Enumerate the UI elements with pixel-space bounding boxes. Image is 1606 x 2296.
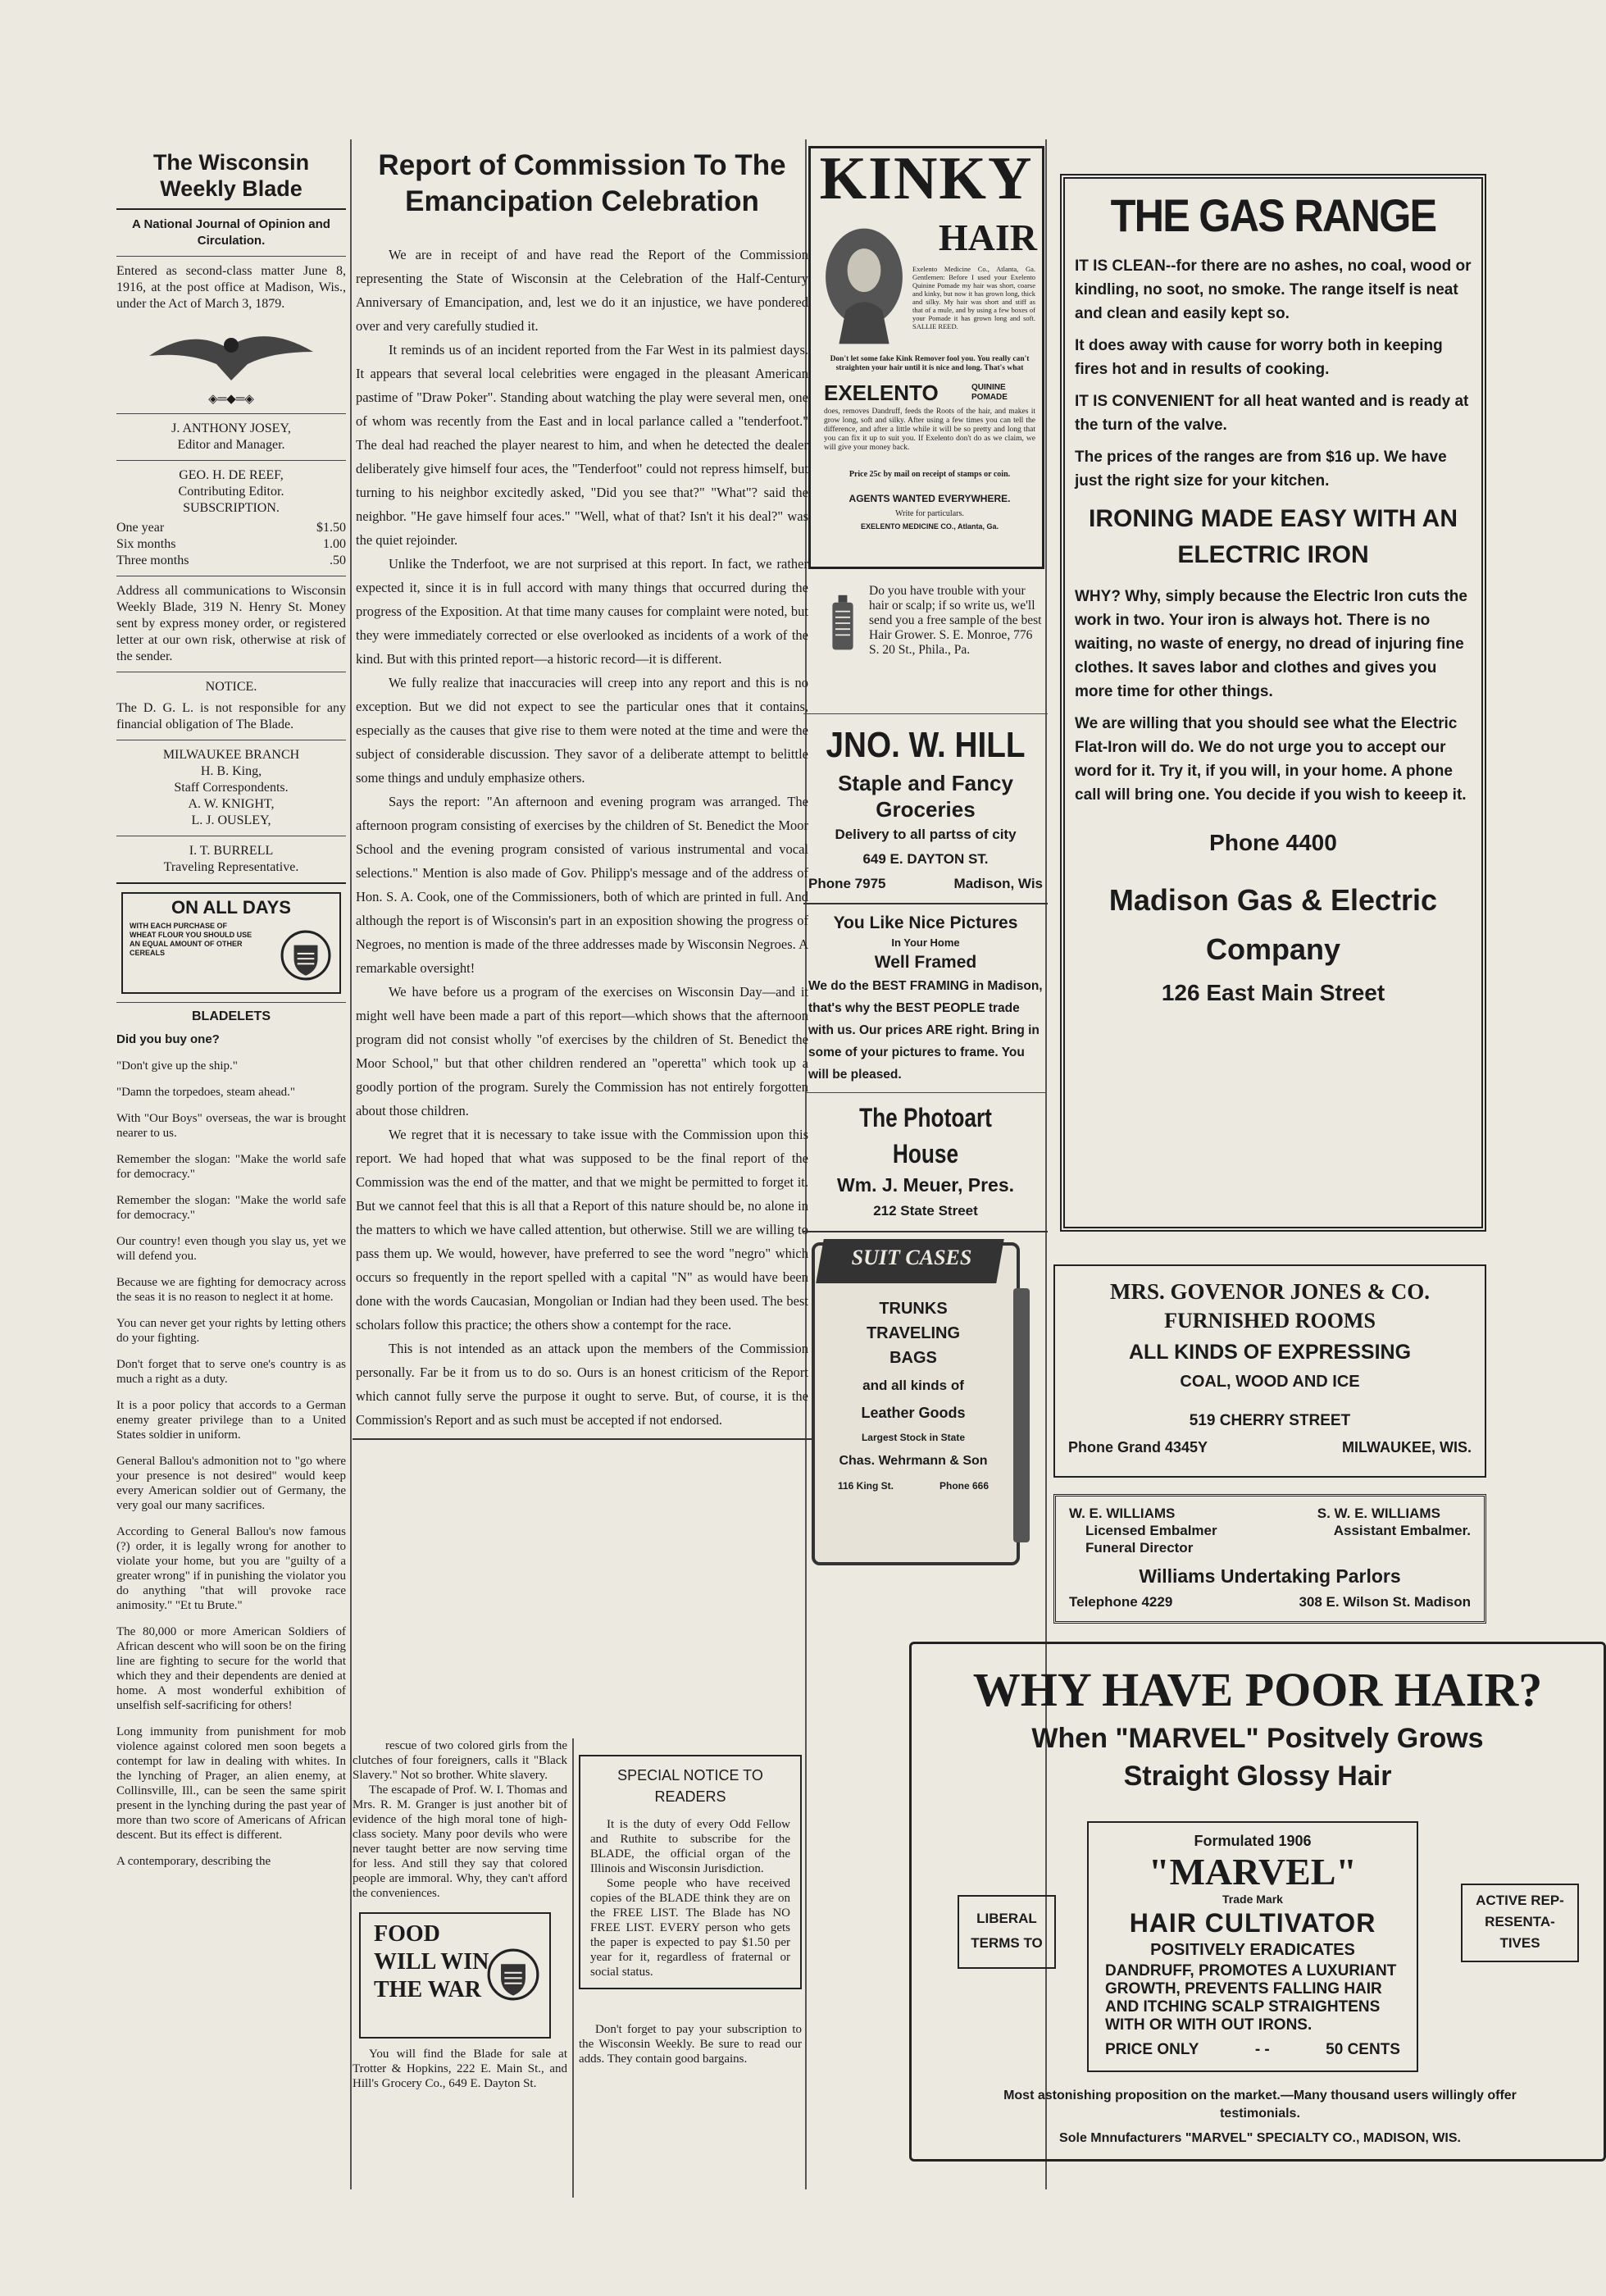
list-item: You can never get your rights by letting others do your fighting. (116, 1317, 346, 1345)
article-paragraph: Unlike the Tnderfoot, we are not surprised at this report. In fact, we rather expected it, since it is in full accord with many things that occurred during the progress of the Exposition. At that time many causes for complaint were noted, but they were immediately corrected or else overlooked as incidents of a work of the kind. But with this printed report—a historic record—it is different. (356, 556, 808, 667)
gas-paragraph: IT IS CONVENIENT for all heat wanted and is ready at the turn of the valve. (1075, 393, 1469, 434)
williams-contact: Telephone 4229 308 E. Wilson St. Madison (1069, 1594, 1471, 1610)
article-paragraph: Says the report: "An afternoon and evening program was arranged. The afternoon program consisting of exercises by the children of St. Benedict the Moor School and the evening program consisted of various instrumental and vocal selections." Mention is also made of Gov. Philipp's message and of the address of Hon. S. A. Cook, one of the Commissioners, both of which are printed in full. And although the report is of Wisconsin's part in an exposition showing the progress of Negroes, no mention is made of the three addresses made by Wisconsin Negroes. A remarkable oversight! (356, 794, 808, 976)
article-paragraph: We fully realize that inaccuracies will creep into any report and this is no exception. But we did not expect to see the particular ones that it contains, especially as the causes that give rise to them were noted at the time and were the subject of considerable discussion. They savor of a deliberate attempt to belittle some things and unduly emphasize others. (356, 675, 808, 786)
newspaper-page (107, 139, 1564, 2189)
list-item: Long immunity from punishment for mob violence against colored men soon begets a contempt for law in dealing with whites. In the lynching of Prager, an alien enemy, at Collinsville, Ill., can be seen the same spirit present in the lynching during the past year of more than two score of Americans of African descent. But its effect is different. (116, 1725, 346, 1842)
list-item: Our country! even though you slay us, yet we will defend you. (116, 1235, 346, 1263)
entered-notice: Entered as second-class matter June 8, 1916, at the post office at Madison, Wis., under the Act of March 3, 1879. (116, 264, 346, 311)
gas-phone: Phone 4400 (1209, 830, 1337, 855)
exelento-company: EXELENTO MEDICINE CO., Atlanta, Ga. (860, 522, 999, 531)
subscription-table (116, 520, 346, 569)
suitcase-label: SUIT CASES (851, 1246, 972, 1269)
article-paragraph: It reminds us of an incident reported from the Far West in its palmiest days. It appears that several local celebrities were engaged in the pleasant American pastime of "Draw Poker". Standing about watching the play were several men, one of whom was recently from the East and in local parlance called a "tenderfoot." The deal had reached the player nearest to him, and when he detected the dealer deliberately give himself four aces, the "Tenderfoot" could not repress himself, but turning to his neighbor excitedly asked, "Did you see that?" "What"? said the neighbor. "He gave himself four aces." "Well, what of that? Isn't it his deal?" was the quiet rejoinder. (356, 342, 808, 548)
editorial-column (353, 139, 812, 2090)
bottom-right-column (579, 1755, 802, 2066)
column-rule (572, 1738, 574, 2198)
exelento-title: EXELENTO (824, 380, 939, 405)
list-item: Did you buy one? (116, 1032, 220, 1046)
list-item: General Ballou's admonition not to "go where your presence is not desired" would keep every American soldier out of Germany, the very goal our many sacrifices. (116, 1455, 346, 1512)
short-items (353, 1738, 567, 1901)
food-slogan: FOOD WILL WIN THE WAR (374, 1921, 489, 2002)
hill-line: 649 E. DAYTON ST. (862, 851, 989, 867)
shield-icon (487, 1948, 539, 2001)
article-paragraph: We have before us a program of the exercises on Wisconsin Day—and it might well have been made a part of this report—which shows that the afternoon program did not consist wholly "of exercises by the children of St. Benedict the Moor School," but that other children rendered an "operetta" which took up a goodly portion of the program. Surely the Commission has not entirely forgotten about those children. (356, 984, 808, 1118)
column-rule (350, 139, 352, 2189)
article-body (353, 243, 812, 1432)
marvel-product-box: Formulated 1906 "MARVEL" Trade Mark HAIR CULTIVATOR POSITIVELY ERADICATES DANDRUFF, PROMOTES A LUXURIANT GROWTH, PREVENTS FALLING HAIR AND ITCHING SCALP STRAIGHTENS WITH OR WITH OUT IRONS. PRICE ONLY - - 50 CENTS (1087, 1821, 1418, 2072)
on-all-days-text: WITH EACH PURCHASE OF WHEAT FLOUR YOU SHOULD USE AN EQUAL AMOUNT OF OTHER CEREALS (130, 922, 253, 957)
gas-title: THE GAS RANGE (1110, 189, 1436, 241)
iron-paragraph: We are willing that you should see what the Electric Flat-Iron will do. We do not urge you to accept our word for it. Try it, if you will, in your home. A phone call will bring one. You decide if you wish to keeep it. (1075, 715, 1467, 804)
marvel-ad (909, 1642, 1606, 2162)
photoart-pres: Wm. J. Meuer, Pres. (836, 1174, 1015, 1196)
eagle-icon (141, 319, 321, 385)
mge-name: Madison Gas & Electric (1108, 883, 1438, 917)
marvel-sub: Straight Glossy Hair (1123, 1761, 1392, 1792)
photoart-ad (803, 911, 1048, 1224)
list-item: The escapade of Prof. W. I. Thomas and Mrs. R. M. Granger is just another bit of evidence of the high moral tone of high-class society. Many poor devils who were never taught better are now serving time for less. And still they say that colored people are immoral. Why, they can't afford the conveniences. (353, 1784, 567, 1900)
burrell-role: Traveling Representative. (163, 860, 299, 874)
list-item: Remember the slogan: "Make the world safe for democracy." (116, 1194, 346, 1222)
marvel-price: PRICE ONLY - - 50 CENTS (1105, 2041, 1400, 2058)
active-reps-box: ACTIVE REP- RESENTA- TIVES (1461, 1884, 1579, 1962)
pictures-body: We do the BEST FRAMING in Madison, that's why the BEST PEOPLE trade with us. Our prices ARE right. Bring in some of your pictures to frame. You will be pleased. (808, 979, 1043, 1082)
list-item: With "Our Boys" overseas, the war is brought nearer to us. (116, 1112, 346, 1140)
list-item: "Don't give up the ship." (116, 1059, 238, 1073)
hill-contact: Phone 7975 Madison, Wis (808, 876, 1043, 891)
ornament-icon: ◈═◆═◈ (208, 393, 254, 406)
bottom-left-column (353, 1738, 567, 2091)
jones-line: FURNISHED ROOMS (1164, 1309, 1376, 1332)
ads-column-narrow (803, 139, 1048, 1567)
list-item: It is a poor policy that accords to a German enemy greater privilege than to a United States soldier in uniform. (116, 1399, 346, 1442)
shield-icon (280, 930, 331, 981)
article-paragraph: This is not intended as an attack upon the members of the Commission personally. Far be it from us to do so. Ours is an honest criticism of the Report which cannot fully serve the purpose it ought to serve. But, of course, it is the Commission's Report and as such must be accepted if not endorsed. (356, 1341, 808, 1428)
contrib-role: Contributing Editor. (178, 485, 284, 499)
jones-title: MRS. GOVENOR JONES & CO. (1109, 1279, 1431, 1304)
special-notice-body (590, 1817, 790, 1979)
dont-forget-block (579, 2022, 802, 2066)
pictures-sub: In Your Home (891, 936, 960, 949)
list-item: According to General Ballou's now famous (?) order, it is legally wrong for another to violate your home, but you are "guilty of a greater wrong" if in punishing the violator you do anything "that will provoke race animosity." "Et tu Brute." (116, 1525, 346, 1612)
masthead-subtitle: A National Journal of Opinion and Circulation. (132, 217, 330, 248)
correspondent: L. J. OUSLEY, (191, 813, 271, 827)
masthead-column (116, 139, 346, 1880)
kinky-hair-ad (808, 146, 1044, 569)
notice-head: NOTICE. (205, 680, 257, 694)
burrell-name: I. T. BURRELL (189, 844, 274, 858)
correspondent: A. W. KNIGHT, (188, 797, 275, 811)
kinky-title: KINKY (819, 145, 1034, 212)
list-item: "Damn the torpedoes, steam ahead." (116, 1086, 296, 1099)
hill-line: Staple and Fancy (838, 771, 1013, 795)
notice-paragraph: Some people who have received copies of the BLADE think they are on the FREE LIST. The Blade has NO FREE LIST. EVERY person who gets the paper is expected to pay $1.50 per year for it, regardless of fraternal or social status. (590, 1877, 790, 1979)
agents-wanted: AGENTS WANTED EVERYWHERE. (848, 493, 1011, 504)
quinine-label: QUININE POMADE (971, 383, 1008, 402)
exelento-body: does, removes Dandruff, feeds the Roots of the hair, and makes it grow long, soft and silky. After using a few times you can tell the difference, and after a little while it will be so pretty and long that you can fix it up to suit you. If Exelento don't do as we claim, we will give your money back. (824, 408, 1035, 452)
williams-names: W. E. WILLIAMS Licensed Embalmer Funeral Director S. W. E. WILLIAMS Assistant Embalmer. (1069, 1506, 1471, 1556)
iron-title: IRONING MADE EASY WITH AN ELECTRIC IRON (1088, 505, 1458, 568)
address-notice: Address all communications to Wisconsin Weekly Blade, 319 N. Henry St. Money sent by express money order, or registered letter at our own risk, otherwise at risk of the sender. (116, 584, 346, 663)
list-item: Don't forget that to serve one's country is as much a right as a duty. (116, 1358, 346, 1386)
milwaukee-staff: Staff Correspondents. (174, 781, 289, 795)
marvel-body: DANDRUFF, PROMOTES A LUXURIANT GROWTH, PREVENTS FALLING HAIR AND ITCHING SCALP STRAIGHTENS WITH OR WITH OUT IRONS. (1105, 1962, 1397, 2034)
food-will-win-ad (359, 1912, 551, 2039)
write-particulars: Write for particulars. (895, 509, 964, 518)
contrib-name: GEO. H. DE REEF, (179, 468, 284, 482)
list-item: rescue of two colored girls from the clutches of four foreigners, calls it "Black Slavery." Not so brother. White slavery. (353, 1739, 567, 1782)
mge-company: Company (1205, 932, 1341, 966)
sale-note-block (353, 2047, 567, 2091)
dont-forget-note: Don't forget to pay your subscription to the Wisconsin Weekly. Be sure to read our adds. They contain good bargains. (579, 2023, 802, 2066)
kinky-testimonial: Exelento Medicine Co., Atlanta, Ga. Gentlemen: Before I used your Exelento Quinine Pomade my hair was short, coarse and kinky, but now it has grown long, thick and silky. My hair was short and stiff as that of a mule, and by using a few boxes of your Pomade it has grown long and soft. SALLIE REED. (912, 265, 1035, 330)
exelento-price: Price 25c by mail on receipt of stamps or coin. (848, 470, 1011, 479)
marvel-title: WHY HAVE POOR HAIR? (972, 1663, 1543, 1716)
list-item: The 80,000 or more American Soldiers of African descent who will soon be on the firing line are fighting to secure for the world that which they and their dependents are denied at home. A most wonderful exhibition of unselfish self-sacrificing for others! (116, 1625, 346, 1712)
gas-paragraph: It does away with cause for worry both in keeping fires hot and in results of cooking. (1075, 337, 1443, 378)
hill-name: JNO. W. HILL (826, 725, 1026, 765)
iron-paragraph: WHY? Why, simply because the Electric Iron cuts the work in two. Your iron is always hot. There is no waiting, no waste of energy, no dread of injuring fine clothes. It saves labor and clothes and gives you more time for other things. (1075, 588, 1467, 700)
gas-paragraph: IT IS CLEAN--for there are no ashes, no coal, wood or kindling, no soot, no smoke. The range itself is neat and clean and easily kept so. (1075, 257, 1472, 322)
editor-role: Editor and Manager. (177, 438, 285, 452)
photoart-name: The Photoart House (859, 1103, 992, 1168)
mge-address: 126 East Main Street (1161, 980, 1385, 1005)
hair-grower-text: Do you have trouble with your hair or scalp; if so write us, we'll send you a free sample of the best Hair Grower. S. E. Monroe, 776 S. 20 St., Phila., Pa. (869, 584, 1042, 657)
marvel-testimonial: Most astonishing proposition on the market.—Many thousand users willingly offer testimonials. (1003, 2089, 1517, 2121)
jones-line: COAL, WOOD AND ICE (1180, 1373, 1360, 1391)
gas-paragraph: The prices of the ranges are from $16 up. We have just the right size for your kitchen. (1075, 449, 1447, 490)
jones-ad (1053, 1264, 1486, 1478)
subscription-row: One year $1.50 (116, 521, 346, 535)
pictures-head: You Like Nice Pictures (833, 913, 1018, 932)
subscription-row: Six months 1.00 (116, 537, 346, 551)
hair-grower-ad (803, 584, 1048, 707)
bladelets-head: BLADELETS (192, 1009, 271, 1023)
photoart-address: 212 State Street (873, 1203, 978, 1219)
portrait-icon (822, 224, 906, 347)
williams-title: Williams Undertaking Parlors (1139, 1565, 1401, 1587)
milwaukee-head: MILWAUKEE BRANCH (162, 748, 300, 762)
liberal-terms-box: LIBERAL TERMS TO (958, 1895, 1056, 1969)
bladelets-list (116, 1032, 346, 1869)
bottle-icon (828, 592, 858, 654)
hill-line: Delivery to all partss of city (835, 827, 1017, 842)
suitcase-side (1013, 1288, 1030, 1542)
editor-name: J. ANTHONY JOSEY, (171, 421, 291, 435)
article-paragraph: We are in receipt of and have read the Report of the Commission representing the State of Wisconsin at the Celebration of the Half-Century Anniversary of Emancipation, and, lest we do it an injustice, we have pondered over and very carefully studied it. (356, 247, 808, 334)
hill-grocery-ad (803, 721, 1048, 896)
pictures-head2: Well Framed (874, 953, 977, 972)
special-notice-box (579, 1755, 802, 1989)
list-item: A contemporary, describing the (116, 1855, 271, 1868)
marvel-brand: "MARVEL" (1149, 1851, 1357, 1893)
subscription-row: Three months .50 (116, 554, 346, 567)
hair-title: HAIR (938, 216, 1037, 258)
marvel-manufacturer: Sole Mnnufacturers "MARVEL" SPECIALTY CO., MADISON, WIS. (1059, 2131, 1461, 2145)
special-notice-head: SPECIAL NOTICE TO READERS (617, 1767, 763, 1805)
notice-text: The D. G. L. is not responsible for any financial obligation of The Blade. (116, 701, 346, 731)
marvel-sub: When "MARVEL" Positvely Grows (1031, 1723, 1484, 1754)
article-paragraph: We regret that it is necessary to take issue with the Commission upon this report. We had hoped that what was supposed to be the final report of the Commission was the end of the matter, and that we might be permitted to forget it. But we cannot feel that this is all that a Report of this nature should be, no alone in the matters to which we have called attention, but otherwise. Still we are willing to pass them up. We would, however, have preferred to see the word "negro" which occurs so frequently in the report spelled with a capital "N" as would have been done with the words Caucasian, Mongolian or Indian had they been used. The best scholars follow this practice; the others show a contempt for the race. (356, 1127, 808, 1332)
article-headline: Report of Commission To The Emancipation Celebration (378, 149, 786, 217)
jones-line: ALL KINDS OF EXPRESSING (1128, 1341, 1412, 1364)
williams-ad (1053, 1494, 1486, 1624)
subscription-head: SUBSCRIPTION. (183, 501, 280, 515)
sale-note: You will find the Blade for sale at Trotter & Hopkins, 222 E. Main St., and Hill's Grocery Co., 649 E. Dayton St. (353, 2048, 567, 2090)
list-item: Because we are fighting for democracy across the seas it is no reason to neglect it at home. (116, 1276, 346, 1304)
jones-contact: Phone Grand 4345Y MILWAUKEE, WIS. (1068, 1439, 1472, 1456)
milwaukee-name: H. B. King, (200, 764, 262, 778)
kinky-warning: Don't let some fake Kink Remover fool you. You really can't straighten your hair until it is nice and long. That's what (830, 355, 1030, 372)
notice-paragraph: It is the duty of every Odd Fellow and Ruthite to subscribe for the BLADE, the official organ of the Illinois and Wisconsin Jurisdiction. (590, 1818, 790, 1875)
on-all-days-head: ON ALL DAYS (171, 897, 291, 918)
masthead-title: The Wisconsin Weekly Blade (152, 150, 310, 201)
hill-line: Groceries (876, 797, 976, 822)
list-item: Remember the slogan: "Make the world safe for democracy." (116, 1153, 346, 1181)
suitcase-text: TRUNKS TRAVELING BAGS and all kinds of Leather Goods Largest Stock in State Chas. Wehrmann & Son 116 King St. Phone 666 (837, 1300, 990, 1492)
jones-address: 519 CHERRY STREET (1189, 1412, 1351, 1429)
suitcase-ad (803, 1239, 1048, 1567)
on-all-days-ad (121, 892, 341, 994)
gas-range-ad (1060, 174, 1486, 1232)
